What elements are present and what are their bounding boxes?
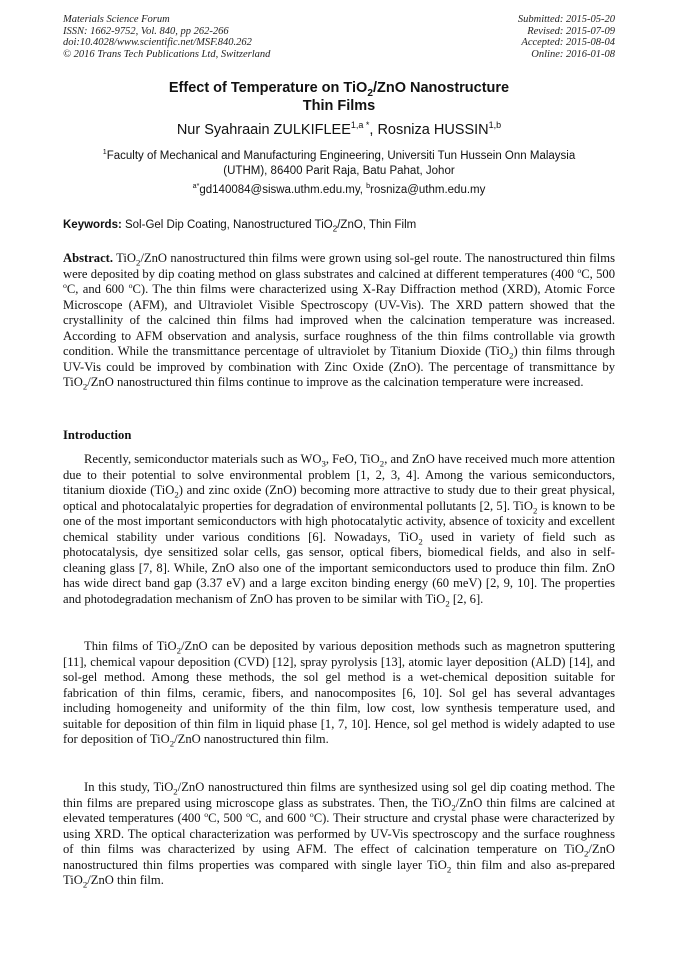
paragraph-text: Recently, semiconductor materials such as $WO_3$, FeO, TiO$_2$, and ZnO have received much more attention due to their potential to solve environmental problem [1, 2, 3, 4]. Among the various semiconductors, titanium dioxide (TiO$_2$) and zinc oxide (ZnO) becoming more attractive to study due to their great physical, optical and photocalatalyic properties for degradation of environmental pollutants [2, 5]. TiO$_2$ is known to be one of the most important semiconductors with high photocatalytic activity, absence of toxicity and excellent chemical stability under various conditions [6]. Nowadays, TiO$_2$ used in variety of field such as photocatalysis, dye sensitized solar cells, gas sensor, optical fibers, biomedical fields, and also in self-cleaning glass [7, 8]. While, ZnO also one of the important semiconductors used to produce thin film. ZnO has wide direct band gap (3.37 eV) and a large exciton binding energy (60 meV) [2, 9, 10]. The properties and photodegradation mechanism of ZnO has proven to be similar with TiO$_2$ [2, 6]. [63,452,616,609]
affiliation: $^1$Faculty of Mechanical and Manufacturing Engineering, Universiti Tun Hussein Onn Malaysia (UTHM), 86400 Parit Raja, Batu Pahat, Johor [63,149,615,179]
superscript: o [309,809,314,819]
superscript: o [246,809,250,819]
author-name: Nur Syahraain ZULKIFLEE [176,122,351,138]
affiliation-line-2: (UTHM), 86400 Parit Raja, Batu Pahat, Johor [223,165,455,177]
author-affiliation-mark: 1,a * [350,120,370,131]
intro-paragraph-2 [63,639,615,748]
date-online: Online: 2016-01-08 [531,48,615,60]
abstract [63,251,615,391]
author-affiliation-mark: 1,b [488,120,502,131]
title-line-2: Thin Films [302,98,376,114]
publication-dates [518,14,615,60]
journal-copyright: © 2016 Trans Tech Publications Ltd, Switzerland [63,48,271,60]
date-submitted: Submitted: 2015-05-20 [517,14,615,25]
subscript: 3 [321,458,326,469]
paragraph-text: In this study, TiO$_2$/ZnO nanostructured thin films are synthesized using sol gel dip coating method. The thin films are prepared using microscope glass as substrates. Then, the TiO$_2$/ZnO thin films are calcined at elevated temperatures (400 $^o$C, 500 $^o$C, and 600 $^o$C). Their structure and crystal phase were characterized by using XRD. The optical characterization was performed by UV-Vis spectroscopy and the surface roughness of thin films was characterized by using AFM. The effect of calcination temperature on TiO$_2$/ZnO nanostructured thin films properties was compared with single layer TiO$_2$ thin film and also as-prepared TiO$_2$/ZnO thin film. [63,780,616,890]
journal-name: Materials Science Forum [63,14,170,25]
subscript: 2 [174,489,179,500]
intro-paragraph-1 [63,452,615,607]
subscript: 2 [176,645,182,656]
subscript: 2 [82,381,88,392]
subscript: 2 [173,786,178,797]
keywords-label: Keywords: [63,219,122,231]
abstract-label: Abstract. [63,251,114,265]
subscript: 2 [446,864,452,875]
author-name: Rosniza HUSSIN [377,122,489,138]
journal-issn: ISSN: 1662-9752, Vol. 840, pp 262-266 [63,25,229,37]
journal-info [63,14,270,60]
intro-paragraph-3 [63,780,615,889]
paragraph-text: Thin films of TiO$_2$/ZnO can be deposited by various deposition methods such as magnetron sputtering [11], chemical vapour deposition (CVD) [12], spray pyrolysis [13], atomic layer deposition (ALD) [14], and sol-gel method. Among these methods, the sol gel method is a wet-chemical deposition suitable for fabrication of thin films, ceramic, fibers, and nanocomposites [6, 10]. Sol gel has several advantages including homogeneity and uniformity of the thin film, low cost, low synthesis temperature used, and suitable for deposition of thin film in liquid phase [1, 7, 10]. Hence, sol gel method is widely adapted to use for deposition of TiO$_2$/ZnO nanostructured thin film. [63,639,615,749]
subscript: 2 [451,802,456,813]
email-link[interactable]: rosniza@uthm.edu.my [370,184,486,196]
subscript: 2 [584,848,589,859]
subscript: 2 [533,505,538,516]
affiliation-line-1: Faculty of Mechanical and Manufacturing Engineering, Universiti Tun Hussein Onn Malaysia [106,150,576,162]
subscript: 2 [379,458,385,469]
subscript: 2 [136,257,141,268]
author-list: Nur Syahraain $ZULKIFLEE^{1,a *}$, Rosniza HUSSIN$^{1,b}$ [176,120,502,138]
date-revised: Revised: 2015-07-09 [527,25,615,37]
subscript: 2 [82,879,88,890]
superscript: o [577,265,582,275]
journal-doi[interactable]: doi:10.4028/www.scientific.net/MSF.840.262 [63,37,252,48]
author-emails: $^{a*}$gd140084@siswa.uthm.edu.my, $^b$rosniza@uthm.edu.my [192,182,486,196]
superscript: o [63,280,67,290]
section-heading-introduction: Introduction [63,428,132,442]
paper-title [63,79,615,115]
superscript: o [128,280,133,290]
subscript: 2 [445,598,450,609]
title-line-1: Effect of Temperature on TiO$_2$/ZnO Nanostructure [168,80,510,99]
superscript: o [204,809,209,819]
subscript: 2 [418,536,423,547]
abstract-text: TiO$_2$/ZnO nanostructured thin films were grown using sol-gel route. The nanostructured thin films were deposited by dip coating method on glass substrates and calcined at different temperatures (400 $^o$C, 500 $^o$C, and 600 $^o$C). The thin films were characterized using X-Ray Diffraction method (XRD), Atomic Force Microscope (AFM), and Ultraviolet Visible Spectroscopy (UV-Vis). The XRD pattern showed that the crystallinity of the calcined thin films had improved when the calcination temperature was increased. According to AFM observation and analysis, surface roughness of the thin films controllable via growth condition. While the transmittance percentage of ultraviolet by Titanium Dioxide (TiO$_2$) thin films through UV-Vis could be improved by combination with Zinc Oxide (ZnO). The percentage of transmittance by TiO$_2$/ZnO nanostructured thin films continue to improve as the calcination temperature were increased. [63,251,615,392]
subscript: 2 [509,350,514,361]
keywords: Keywords: Sol-Gel Dip Coating, Nanostructured TiO$_2$/ZnO, Thin Film [63,219,417,234]
subscript: 2 [169,738,175,749]
email-link[interactable]: gd140084@siswa.uthm.edu.my, [199,184,363,196]
date-accepted: Accepted: 2015-08-04 [521,37,615,48]
